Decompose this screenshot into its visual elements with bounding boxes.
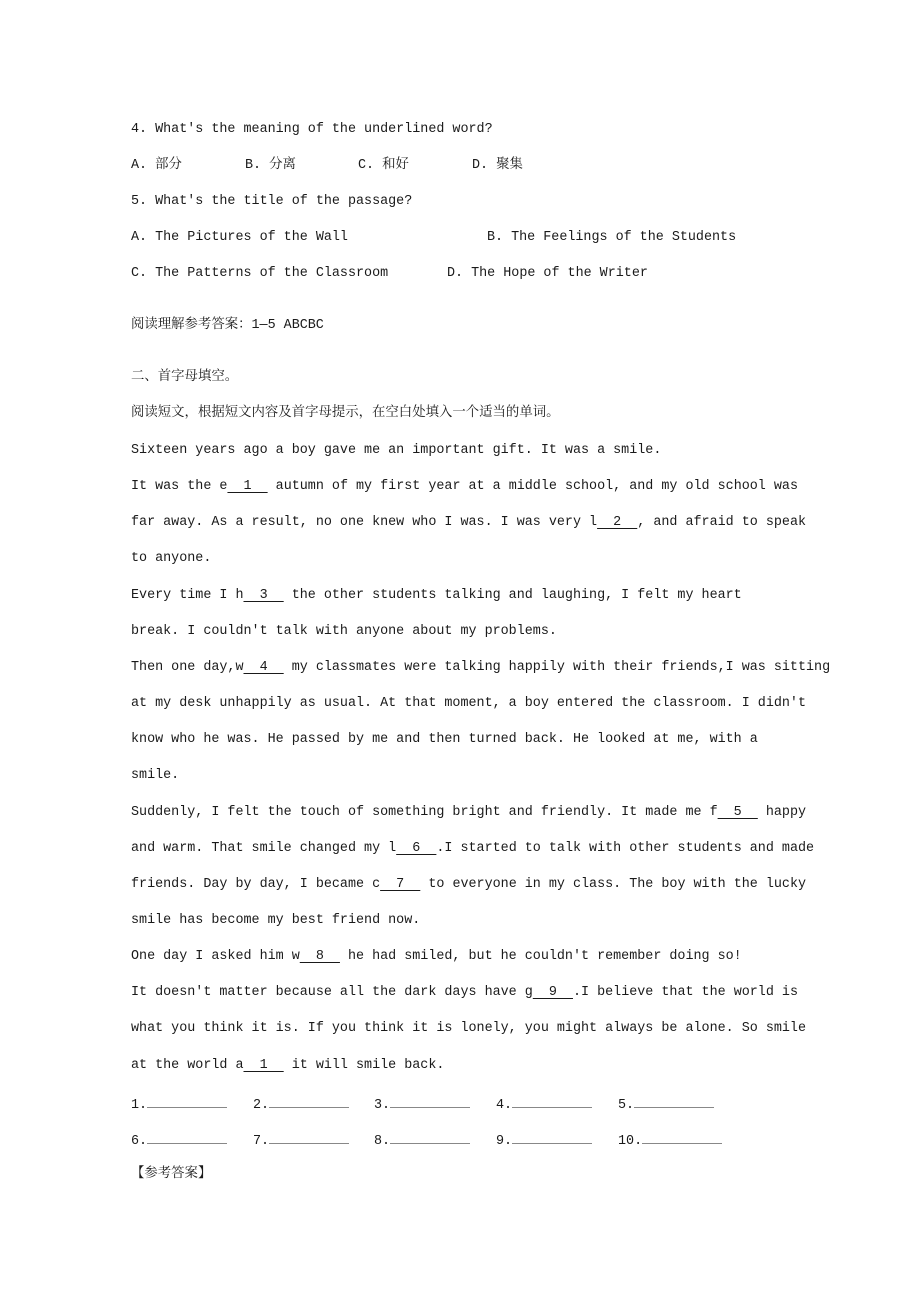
answer-line[interactable] bbox=[512, 1130, 592, 1144]
answer-number: 6. bbox=[131, 1134, 148, 1149]
passage-line bbox=[131, 984, 798, 1002]
option-c: C. 和好 bbox=[358, 158, 409, 173]
option-b: B. 分离 bbox=[245, 158, 296, 173]
answer-blank[interactable] bbox=[618, 1130, 722, 1151]
answer-number: 4. bbox=[496, 1098, 513, 1113]
answer-line[interactable] bbox=[642, 1130, 722, 1144]
fill-blank: 2 bbox=[597, 515, 638, 531]
passage-text: Then one day,w bbox=[131, 659, 244, 675]
passage-line bbox=[131, 767, 179, 785]
option-c: C. The Patterns of the Classroom bbox=[131, 266, 389, 281]
answer-line[interactable] bbox=[634, 1094, 714, 1108]
answer-number: 5. bbox=[618, 1098, 635, 1113]
option-d: D. The Hope of the Writer bbox=[447, 266, 648, 281]
answer-number: 7. bbox=[253, 1134, 270, 1149]
answer-blank[interactable] bbox=[253, 1094, 349, 1115]
fill-blank: 7 bbox=[380, 876, 421, 892]
section-title: 二、首字母填空。 bbox=[131, 370, 239, 385]
passage-line bbox=[131, 731, 758, 749]
fill-blank: 8 bbox=[299, 949, 340, 965]
option-a: A. The Pictures of the Wall bbox=[131, 230, 348, 245]
reading-answer: 阅读理解参考答案：1—5 ABCBC bbox=[131, 318, 324, 333]
passage-text: Every time I h bbox=[131, 587, 244, 603]
passage-text: happy bbox=[757, 804, 807, 820]
passage-text: Suddenly, I felt the touch of something bright and friendly. It made me f bbox=[131, 804, 718, 820]
passage-text: at the world a bbox=[131, 1057, 244, 1073]
fill-blank: 6 bbox=[396, 840, 437, 856]
passage-line bbox=[131, 550, 211, 568]
fill-blank: 1 bbox=[243, 1057, 284, 1073]
answer-line[interactable] bbox=[390, 1130, 470, 1144]
fill-blank: 5 bbox=[717, 804, 758, 820]
passage-text: It doesn't matter because all the dark days have g bbox=[131, 985, 533, 1001]
question-5-text: 5. What's the title of the passage? bbox=[131, 194, 413, 209]
fill-blank: 3 bbox=[243, 587, 284, 603]
passage-line bbox=[131, 912, 420, 930]
option-d: D. 聚集 bbox=[472, 158, 523, 173]
passage-line bbox=[131, 587, 742, 605]
answer-blank[interactable] bbox=[496, 1130, 592, 1151]
passage-text: to anyone. bbox=[131, 551, 212, 567]
answer-number: 8. bbox=[374, 1134, 391, 1149]
passage-text: autumn of my first year at a middle school, and my old school was bbox=[267, 479, 798, 495]
answer-blank[interactable] bbox=[374, 1094, 470, 1115]
passage-line bbox=[131, 623, 557, 641]
option-b: B. The Feelings of the Students bbox=[487, 230, 737, 245]
passage-text: he had smiled, but he couldn't remember doing so! bbox=[339, 949, 742, 965]
passage-line bbox=[131, 478, 798, 496]
answer-blank[interactable] bbox=[131, 1130, 227, 1151]
answer-blank[interactable] bbox=[496, 1094, 592, 1115]
passage-text: .I started to talk with other students and made bbox=[436, 840, 815, 856]
passage-text: smile has become my best friend now. bbox=[131, 912, 421, 928]
passage-line bbox=[131, 840, 814, 858]
passage-line bbox=[131, 659, 830, 677]
passage-text: break. I couldn't talk with anyone about my problems. bbox=[131, 623, 557, 639]
passage-text: smile. bbox=[131, 768, 180, 784]
answer-blank[interactable] bbox=[253, 1130, 349, 1151]
passage-text: at my desk unhappily as usual. At that moment, a boy entered the classroom. I didn't bbox=[131, 696, 806, 712]
answer-number: 9. bbox=[496, 1134, 513, 1149]
answer-heading: 【参考答案】 bbox=[131, 1167, 212, 1182]
passage-text: It was the e bbox=[131, 479, 228, 495]
passage-line bbox=[131, 442, 661, 460]
fill-blank: 4 bbox=[243, 659, 284, 675]
passage-text: and warm. That smile changed my l bbox=[131, 840, 397, 856]
answer-blank[interactable] bbox=[618, 1094, 714, 1115]
passage-text: to everyone in my class. The boy with the lucky bbox=[420, 876, 807, 892]
answer-line[interactable] bbox=[512, 1094, 592, 1108]
answer-line[interactable] bbox=[269, 1130, 349, 1144]
passage-text: , and afraid to speak bbox=[637, 515, 807, 531]
passage-text: far away. As a result, no one knew who I was. I was very l bbox=[131, 515, 598, 531]
answer-line[interactable] bbox=[147, 1130, 227, 1144]
answer-line[interactable] bbox=[147, 1094, 227, 1108]
passage-line bbox=[131, 695, 806, 713]
answer-blank[interactable] bbox=[131, 1094, 227, 1115]
answer-line[interactable] bbox=[269, 1094, 349, 1108]
passage-text: Sixteen years ago a boy gave me an important gift. It was a smile. bbox=[131, 443, 662, 458]
answer-number: 1. bbox=[131, 1098, 148, 1113]
answer-number: 10. bbox=[618, 1134, 643, 1149]
passage-text: the other students talking and laughing, I felt my heart bbox=[283, 587, 742, 603]
passage-line bbox=[131, 514, 806, 532]
passage-text: what you think it is. If you think it is lonely, you might always be alone. So smile bbox=[131, 1021, 806, 1037]
passage-line bbox=[131, 1057, 444, 1075]
passage-line bbox=[131, 948, 742, 966]
section-instruction: 阅读短文，根据短文内容及首字母提示，在空白处填入一个适当的单词。 bbox=[131, 406, 560, 421]
passage-text: it will smile back. bbox=[283, 1057, 445, 1073]
passage-text: .I believe that the world is bbox=[572, 985, 798, 1001]
passage-line bbox=[131, 804, 806, 822]
passage-text: my classmates were talking happily with their friends,I was sitting bbox=[283, 659, 831, 675]
passage-line bbox=[131, 1020, 806, 1038]
answer-blank[interactable] bbox=[374, 1130, 470, 1151]
answer-line[interactable] bbox=[390, 1094, 470, 1108]
passage-text: One day I asked him w bbox=[131, 949, 300, 965]
passage-line bbox=[131, 876, 806, 894]
passage-text: know who he was. He passed by me and then turned back. He looked at me, with a bbox=[131, 732, 758, 748]
option-a: A. 部分 bbox=[131, 158, 182, 173]
question-4-text: 4. What's the meaning of the underlined word? bbox=[131, 122, 493, 137]
passage-text: friends. Day by day, I became c bbox=[131, 876, 381, 892]
fill-blank: 9 bbox=[532, 985, 573, 1001]
answer-number: 3. bbox=[374, 1098, 391, 1113]
answer-number: 2. bbox=[253, 1098, 270, 1113]
fill-blank: 1 bbox=[227, 479, 268, 495]
